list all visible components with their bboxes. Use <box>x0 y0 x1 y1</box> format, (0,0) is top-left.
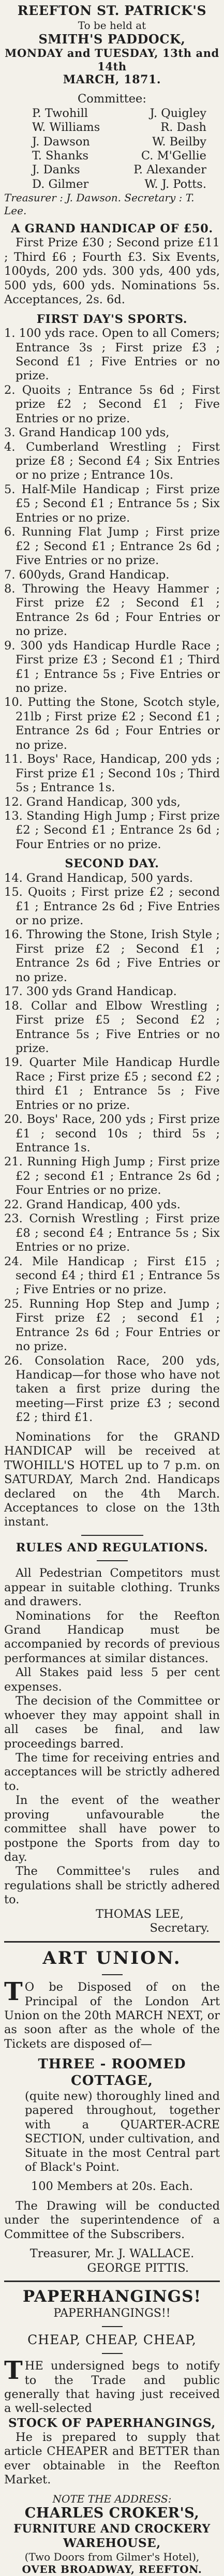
art-union-intro: O be Disposed of on the Principal of the London Art Union on the 20th MARCH NEXT, or as soon after as the whole of the Tickets are disposed of— <box>4 1980 220 2051</box>
event-item: 23. Cornish Wrestling ; First prize £8 ; second £4 ; Entrance 5s ; Six Entries or no prize. <box>4 1212 220 1254</box>
officers-line: Treasurer : J. Dawson. Secretary : T. Lee. <box>4 191 195 217</box>
trade-line: FURNITURE AND CROCKERY <box>13 2522 211 2536</box>
committee-row <box>4 135 220 149</box>
warehouse-line: WAREHOUSE, <box>63 2536 161 2550</box>
event-item: 17. 300 yds Grand Handicap. <box>4 985 177 999</box>
day1-heading: FIRST DAY'S SPORTS. <box>36 312 188 326</box>
event-item: 24. Mile Handicap ; First £15 ; second £4 ; third £1 ; Entrance 5s ; Five Entries or no prize. <box>4 1254 220 1297</box>
event-item: 5. Half-Mile Handicap ; First prize £5 ; Second £1 ; Entrance 5s ; Six Entries or no prize. <box>4 482 220 525</box>
note-line: NOTE THE ADDRESS: <box>52 2492 172 2505</box>
property-title: THREE - ROOMED COTTAGE, <box>38 2056 186 2089</box>
event-item: 1. 100 yds race. Open to all Comers; Entrance 3s ; First prize £3 ; Second £1 ; Five Entries or no prize. <box>4 327 220 383</box>
dropcap: T <box>4 1977 23 2007</box>
event-item: 8. Throwing the Heavy Hammer ; First prize £2 ; Second £1 ; Entrance 2s 6d ; Four Entries or no prize. <box>4 582 220 639</box>
members-line: 100 Members at 20s. Each. <box>31 2180 193 2194</box>
committee-member: J. Danks <box>32 163 80 177</box>
rule-item: The time for receiving entries and acceptances will be strictly adhered to. <box>4 1751 220 1793</box>
rule-item: The Committee's rules and regulations shall be strictly adhered to. <box>4 1864 220 1907</box>
committee-row <box>4 149 220 163</box>
art-union-signed: GEORGE PITTIS. <box>87 2261 189 2275</box>
sports-advertisement <box>4 3 220 1936</box>
event-item: 13. Standing High Jump ; First prize £2 ; Second £1 ; Entrance 2s 6d ; Four Entries or no prize. <box>4 809 220 851</box>
event-item: 14. Grand Handicap, 500 yards. <box>4 871 193 885</box>
event-item: 19. Quarter Mile Handicap Hurdle Race ; First prize £5 ; second £2 ; third £1 ; Entrance 5s ; Five Entries or no prize. <box>4 1056 220 1112</box>
rules-list <box>4 1566 220 1907</box>
paperhangings-advertisement <box>4 2287 220 2576</box>
event-item: 25. Running Hop Step and Jump ; First prize £2 ; second £1 ; Entrance 2s 6d ; Four Entries or no prize. <box>4 1297 220 1354</box>
signature-name: THOMAS LEE, <box>96 1907 184 1921</box>
ad-separator <box>4 2281 220 2282</box>
property-text: (quite new) thoroughly lined and papered throughout, together with a QUARTER-ACRE SECTION, under cultivation, and Situate in the most Central part of Black's Point. <box>25 2089 220 2174</box>
art-union-advertisement <box>4 1948 220 2275</box>
divider <box>81 1535 143 1536</box>
committee-member: J. Quigley <box>150 106 206 120</box>
drawing-text: The Drawing will be conducted under the superintendence of a Committee of the Subscribers. <box>4 2199 220 2241</box>
divider <box>97 1560 128 1561</box>
event-item: 26. Consolation Race, 200 yds, Handicap—for those who have not taken a first prize during the meeting—First prize £3 ; second £2 ; third £1. <box>4 1354 220 1425</box>
committee-member: W. J. Potts. <box>144 177 206 191</box>
paperhangings-subheading: PAPERHANGINGS!! <box>53 2306 171 2320</box>
day2-events <box>4 871 220 1425</box>
day2-heading: SECOND DAY. <box>65 857 159 871</box>
treasurer-line: Treasurer, Mr. J. WALLACE. <box>29 2247 195 2261</box>
event-item: 22. Grand Handicap, 400 yds. <box>4 1197 181 1211</box>
committee-member: P. Alexander <box>133 163 206 177</box>
event-item: 20. Boys' Race, 200 yds ; First prize £1 ; second 10s ; third 5s ; Entrance 1s. <box>4 1113 220 1155</box>
event-item: 16. Throwing the Stone, Irish Style ; First prize £2 ; Second £1 ; Entrance 2s 6d ; Five Entries or no prize. <box>4 928 220 984</box>
art-union-heading: ART UNION. <box>42 1947 182 1968</box>
grand-handicap-text: First Prize £30 ; Second prize £11 ; Third £6 ; Fourth £3. Six Events, 100yds, 200 yds. 300 yds, 400 yds, 500 yds, 600 yds. Nominations 5s. Acceptances, 2s. 6d. <box>4 236 220 307</box>
committee-member: R. Dash <box>160 121 206 135</box>
dropcap: T <box>4 2356 23 2386</box>
firm-name: CHARLES CROKER'S, <box>24 2505 200 2522</box>
committee-heading: Committee: <box>78 92 146 106</box>
committee-row <box>4 107 220 121</box>
rule-item: In the event of the weather proving unfavourable the committee shall have power to postpone the Sports from day to day. <box>4 1794 220 1864</box>
committee-member: C. M'Gellie <box>141 149 206 162</box>
day1-events <box>4 327 220 852</box>
event-item: 10. Putting the Stone, Scotch style, 21lb ; First prize £2 ; Second £1 ; Entrance 2s 6d ; Four Entries or no prize. <box>4 695 220 752</box>
ad-title: REEFTON ST. PATRICK'S <box>17 3 207 18</box>
location-line: (Two Doors from Gilmer's Hotel), <box>24 2550 200 2563</box>
committee-row <box>4 177 220 191</box>
committee-row <box>4 163 220 177</box>
rule-item: All Pedestrian Competitors must appear in suitable clothing. Trunks and drawers. <box>4 1566 220 1609</box>
event-item: 18. Collar and Elbow Wrestling ; First prize £5 ; Second £2 ; Entrance 5s ; Five Entries or no prize. <box>4 999 220 1055</box>
event-item: 2. Quoits ; Entrance 5s 6d ; First prize £2 ; Second £1 ; Five Entries or no prize. <box>4 383 220 425</box>
event-item: 9. 300 yds Handicap Hurdle Race ; First prize £3 ; Second £1 ; Third £1 ; Entrance 5s ; Five Entries or no prize. <box>4 639 220 695</box>
committee-member: P. Twohill <box>32 106 88 120</box>
divider <box>102 1974 123 1975</box>
divider <box>102 2353 123 2354</box>
rules-heading: RULES AND REGULATIONS. <box>16 1541 208 1555</box>
committee-member: J. Dawson <box>32 135 90 149</box>
street-line: OVER BROADWAY, REEFTON. <box>22 2563 202 2576</box>
event-item: 7. 600yds, Grand Handicap. <box>4 568 170 582</box>
signature-title: Secretary. <box>150 1921 210 1935</box>
committee-member: W. Williams <box>32 121 100 135</box>
event-item: 6. Running Flat Jump ; First prize £2 ; Second £1 ; Entrance 2s 6d ; Five Entries or no prize. <box>4 525 220 568</box>
event-item: 21. Running High Jump ; First prize £2 ; second £1 ; Entrance 2s 6d ; Four Entries or no prize. <box>4 1155 220 1197</box>
dates-line-1: MONDAY and TUESDAY, 13th and 14th <box>5 47 219 73</box>
ad-separator <box>4 1941 220 1943</box>
rule-item: Nominations for the Reefton Grand Handicap must be accompanied by records of previous performances at similar distances. <box>4 1609 220 1665</box>
nominations-text: Nominations for the GRAND HANDICAP will be received at TWOHILL'S HOTEL up to 7 p.m. on SATURDAY, March 2nd. Handicaps declared on the 4th March. Acceptances to close on the 13th instant. <box>4 1430 220 1529</box>
committee-row <box>4 121 220 135</box>
committee-list <box>4 107 220 192</box>
event-item: 12. Grand Handicap, 300 yds, <box>4 795 181 809</box>
paperhangings-heading: PAPERHANGINGS! <box>22 2287 202 2306</box>
dates-line-2: MARCH, 1871. <box>63 73 161 87</box>
ad-subtitle: To be held at <box>78 19 146 32</box>
event-item: 3. Grand Handicap 100 yds, <box>4 426 170 440</box>
offer-text: He is prepared to supply that article CHEAPER and BETTER than ever obtainable in the Reefton Market. <box>4 2430 220 2487</box>
event-item: 4. Cumberland Wrestling ; First prize £8 ; Second £4 ; Six Entries or no prize ; Entrance 10s. <box>4 440 220 482</box>
event-item: 11. Boys' Race, Handicap, 200 yds ; First prize £1 ; Second 10s ; Third 5s ; Entrance 1s. <box>4 752 220 795</box>
committee-member: W. Beilby <box>152 135 206 149</box>
venue-line: SMITH'S PADDOCK, <box>38 31 186 47</box>
stock-line: STOCK OF PAPERHANGINGS, <box>8 2416 216 2430</box>
cheap-line: CHEAP, CHEAP, CHEAP, <box>27 2332 197 2347</box>
event-item: 15. Quoits ; First prize £2 ; second £1 ; Entrance 2s 6d ; Five Entries or no prize. <box>4 885 220 928</box>
rule-item: All Stakes paid less 5 per cent expenses. <box>4 1666 220 1694</box>
committee-member: T. Shanks <box>32 149 88 162</box>
divider <box>102 2326 123 2327</box>
grand-handicap-heading: A GRAND HANDICAP OF £50. <box>11 222 213 236</box>
rule-item: The decision of the Committee or whoever they may appoint shall in all cases be final, and law proceedings barred. <box>4 1694 220 1751</box>
committee-member: D. Gilmer <box>32 177 89 191</box>
paperhangings-intro: HE undersigned begs to notify to the Trade and public generally that having just received a well-selected <box>4 2359 220 2416</box>
